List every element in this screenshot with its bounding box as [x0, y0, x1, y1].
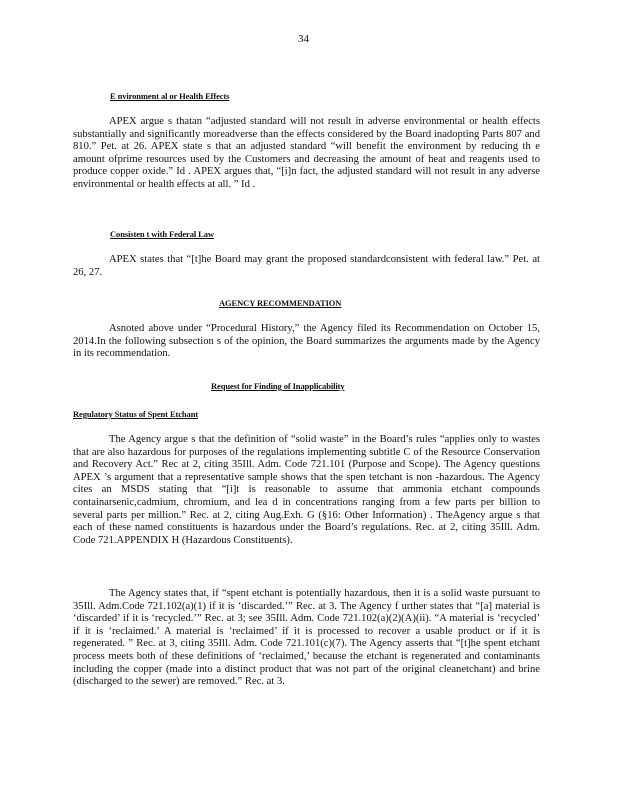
paragraph-federal-law: APEX states that “[t]he Board may grant the proposed standardconsistent with federal law.” Pet. at 26, 27.: [73, 254, 540, 278]
heading-environmental-effects: E nvironment al or Health Effects: [110, 91, 230, 101]
paragraph-environmental-effects: APEX argue s thatan “adjusted standard will not result in adverse environmental or health effects substantially and significantly moreadverse than the effects considered by the Board inadopting Parts 807 and 810.” Pet. at 26. APEX state s that an adjusted standard “will benefit the environment by reducing th e amount ofprime resources used by the Customers and decreasing the amount of heat and reagents used to produce copper oxide.” Id . APEX argues that, “[i]n fact, the adjusted standard will not result in any adverse environmental or health effects at all. ” Id .: [73, 116, 540, 190]
paragraph-agency-recommendation: Asnoted above under “Procedural History,” the Agency filed its Recommendation on October 15, 2014.In the following subsection s of the opinion, the Board summarizes the arguments made by the Agency in its recommendation.: [73, 323, 540, 360]
heading-request-inapplicability: Request for Finding of Inapplicability: [211, 381, 345, 391]
paragraph-regulatory-status-1: The Agency argue s that the definition of “solid waste” in the Board’s rules “applies only to wastes that are also hazardous for purposes of the regulations implementing subtitle C of the Resource Conservation and Recovery Act.” Rec at 2, citing 35Ill. Adm. Code 721.101 (Purpose and Scope). The Agency questions APEX ’s argument that a representative sample shows that the spen tetchant is non -hazardous. The Agency cites an MSDS stating that “[i]t is reasonable to assume that ammonia etchant compounds containarsenic,cadmium, chromium, and lea d in concentrations ranging from a few parts per billion to several parts per million.” Rec. at 2, citing Aug.Exh. G (§16: Other Information) . TheAgency argue s that each of these named constituents is hazardous under the Board’s regulations. Rec. at 2, citing 35Ill. Adm. Code 721.APPENDIX H (Hazardous Constituents).: [73, 434, 540, 546]
heading-agency-recommendation: AGENCY RECOMMENDATION: [219, 298, 342, 308]
paragraph-regulatory-status-2: The Agency states that, if “spent etchant is potentially hazardous, then it is a solid waste pursuant to 35Ill. Adm.Code 721.102(a)(1) if it is ‘discarded.’” Rec. at 3. The Agency f urther states that “[a] material is ‘discarded’ if it is ‘recycled.’” Rec. at 3; see 35Ill. Adm. Code 721.102(a)(2)(A)(ii). “A material is ‘recycled’ if it is ‘reclaimed.’ A material is ‘reclaimed’ if it is processed to recover a usable product or if it is regenerated. ” Rec. at 3, citing 35Ill. Adm. Code 721.101(c)(7). The Agency asserts that “[t]he spent etchant process meets both of these definitions of ‘reclaimed,’ because the etchant is regenerated and contaminants including the copper (made into a distinct product that was not part of the original cleanetchant) and brine (discharged to the sewer) are removed.” Rec. at 3.: [73, 588, 540, 688]
heading-regulatory-status: Regulatory Status of Spent Etchant: [73, 409, 199, 419]
page-number: 34: [298, 33, 309, 45]
heading-federal-law: Consisten t with Federal Law: [110, 229, 214, 239]
